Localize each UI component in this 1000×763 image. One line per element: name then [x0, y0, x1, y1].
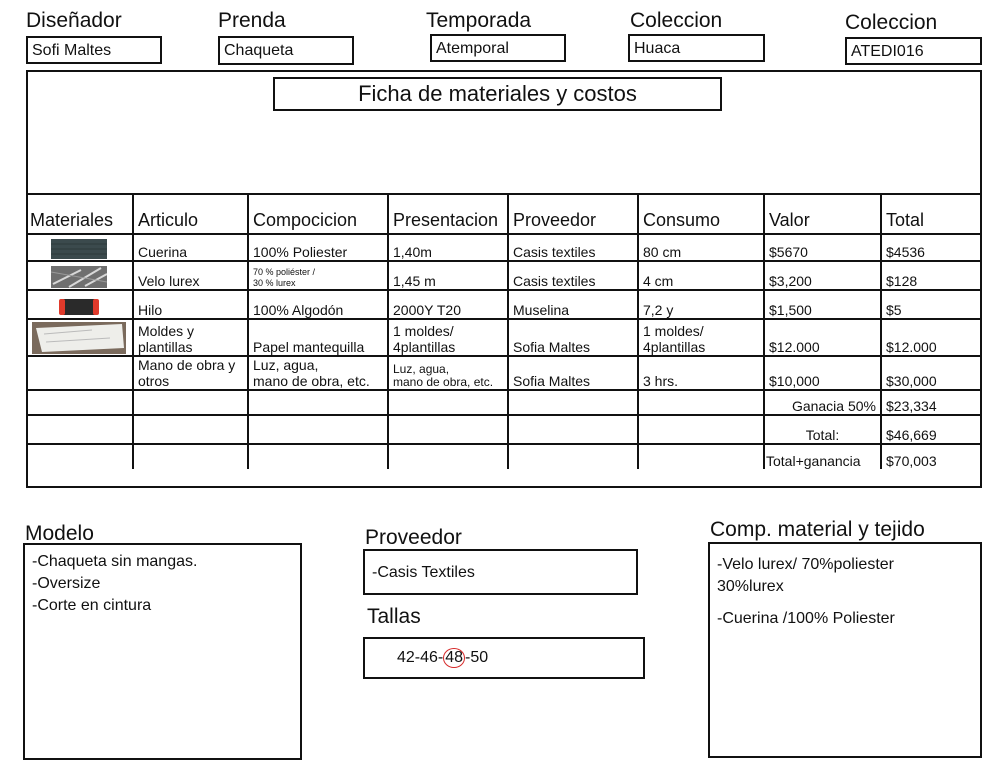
- proveedor-cell: Muselina: [508, 290, 638, 319]
- valor-cell: $12.000: [764, 319, 881, 356]
- tallas-label: Tallas: [367, 605, 421, 628]
- coleccion-field: Huaca: [628, 34, 765, 62]
- composicion-cell: 100% Poliester: [248, 234, 388, 261]
- table-row: [26, 290, 982, 319]
- valor-cell: $5670: [764, 234, 881, 261]
- tallas-value: [397, 647, 643, 669]
- total-cell: $128: [881, 261, 982, 290]
- sheet-title: Ficha de materiales y costos: [273, 77, 722, 111]
- composicion-cell: Papel mantequilla: [248, 319, 388, 356]
- articulo-cell: Velo lurex: [133, 261, 248, 290]
- consumo-line: 1 moldes/: [643, 323, 704, 339]
- coleccion-code-label: Coleccion: [845, 11, 938, 34]
- consumo-cell: [638, 319, 764, 356]
- col-header-valor: Valor: [764, 194, 881, 234]
- table-row: [26, 356, 982, 390]
- consumo-cell: 3 hrs.: [638, 356, 764, 390]
- proveedor-cell: Casis textiles: [508, 261, 638, 290]
- articulo-cell: [133, 356, 248, 390]
- articulo-line: Moldes y: [138, 323, 195, 339]
- material-swatch-cell: [26, 290, 133, 319]
- modelo-line: -Corte en cintura: [32, 597, 152, 614]
- articulo-line: Mano de obra y: [138, 357, 236, 373]
- comp-line: 30%lurex: [717, 578, 784, 595]
- composicion-cell: 100% Algodón: [248, 290, 388, 319]
- presentacion-cell: 2000Y T20: [388, 290, 508, 319]
- thread-spool-image: [59, 297, 99, 317]
- valor-cell: $3,200: [764, 261, 881, 290]
- table-header-row: [26, 194, 982, 234]
- table-row: [26, 319, 982, 356]
- coleccion-label: Coleccion: [630, 9, 723, 32]
- paper-patterns-image: [32, 322, 126, 354]
- comp-box: [708, 542, 982, 758]
- tallas-box: [363, 637, 645, 679]
- total-cell: $5: [881, 290, 982, 319]
- proveedor-cell: Casis textiles: [508, 234, 638, 261]
- material-swatch-cell: [26, 356, 133, 390]
- summary-value: $23,334: [881, 390, 982, 415]
- presentacion-cell: 1,45 m: [388, 261, 508, 290]
- proveedor-cell: Sofia Maltes: [508, 319, 638, 356]
- modelo-line: -Chaqueta sin mangas.: [32, 553, 198, 570]
- presentacion-line: mano de obra, etc.: [393, 375, 494, 389]
- articulo-line: plantillas: [138, 339, 193, 355]
- consumo-cell: 7,2 y: [638, 290, 764, 319]
- presentacion-line: 4plantillas: [393, 339, 456, 355]
- col-header-presentacion: Presentacion: [388, 194, 508, 234]
- comp-label: Comp. material y tejido: [710, 518, 925, 541]
- proveedor-value: -Casis Textiles: [372, 564, 475, 581]
- composicion-cell: [248, 261, 388, 290]
- total-cell: $12.000: [881, 319, 982, 356]
- col-header-proveedor: Proveedor: [508, 194, 638, 234]
- composicion-line: 30 % lurex: [253, 278, 296, 288]
- coleccion-code-field: ATEDI016: [845, 37, 982, 65]
- col-header-consumo: Consumo: [638, 194, 764, 234]
- summary-value: $70,003: [881, 444, 982, 469]
- tallas-suffix: -50: [465, 649, 489, 666]
- disenador-field: Sofi Maltes: [26, 36, 162, 64]
- prenda-label: Prenda: [218, 9, 286, 32]
- summary-value: $46,669: [881, 415, 982, 444]
- summary-row: [26, 415, 982, 444]
- material-swatch-cell: [26, 319, 133, 356]
- articulo-cell: Hilo: [133, 290, 248, 319]
- modelo-box: [23, 543, 302, 760]
- proveedor-label: Proveedor: [365, 526, 462, 549]
- selected-size-circle: 48: [445, 649, 464, 666]
- composicion-cell: [248, 356, 388, 390]
- summary-row: [26, 444, 982, 469]
- temporada-label: Temporada: [426, 9, 532, 32]
- composicion-line: Luz, agua,: [253, 357, 319, 373]
- col-header-materiales: Materiales: [26, 194, 133, 234]
- disenador-label: Diseñador: [26, 9, 122, 32]
- total-cell: $4536: [881, 234, 982, 261]
- valor-cell: $10,000: [764, 356, 881, 390]
- presentacion-cell: 1,40m: [388, 234, 508, 261]
- materials-table: [26, 193, 982, 469]
- consumo-line: 4plantillas: [643, 339, 706, 355]
- articulo-line: otros: [138, 373, 170, 389]
- modelo-label: Modelo: [25, 522, 94, 545]
- table-row: [26, 234, 982, 261]
- prenda-field: Chaqueta: [218, 36, 354, 65]
- consumo-cell: 4 cm: [638, 261, 764, 290]
- presentacion-line: 1 moldes/: [393, 323, 454, 339]
- comp-line: -Velo lurex/ 70%poliester: [717, 556, 894, 573]
- summary-label: Total+ganancia: [764, 444, 881, 469]
- total-cell: $30,000: [881, 356, 982, 390]
- articulo-cell: Cuerina: [133, 234, 248, 261]
- col-header-total: Total: [881, 194, 982, 234]
- proveedor-box: [363, 549, 638, 595]
- presentacion-line: Luz, agua,: [393, 362, 450, 376]
- table-row: [26, 261, 982, 290]
- composicion-line: mano de obra, etc.: [253, 373, 370, 389]
- tallas-prefix: 42-46-: [397, 649, 444, 666]
- modelo-line: -Oversize: [32, 575, 101, 592]
- composicion-line: 70 % poliéster /: [253, 267, 316, 277]
- consumo-cell: 80 cm: [638, 234, 764, 261]
- col-header-composicion: Compocicion: [248, 194, 388, 234]
- cuerina-swatch-image: [51, 239, 107, 259]
- valor-cell: $1,500: [764, 290, 881, 319]
- temporada-field: Atemporal: [430, 34, 566, 62]
- summary-label: Ganacia 50%: [764, 390, 881, 415]
- presentacion-cell: [388, 356, 508, 390]
- col-header-articulo: Articulo: [133, 194, 248, 234]
- material-swatch-cell: [26, 261, 133, 290]
- material-swatch-cell: [26, 234, 133, 261]
- presentacion-cell: [388, 319, 508, 356]
- articulo-cell: [133, 319, 248, 356]
- lurex-swatch-image: [51, 266, 107, 288]
- comp-line: -Cuerina /100% Poliester: [717, 610, 895, 627]
- proveedor-cell: Sofia Maltes: [508, 356, 638, 390]
- summary-row: [26, 390, 982, 415]
- summary-label: Total:: [764, 415, 881, 444]
